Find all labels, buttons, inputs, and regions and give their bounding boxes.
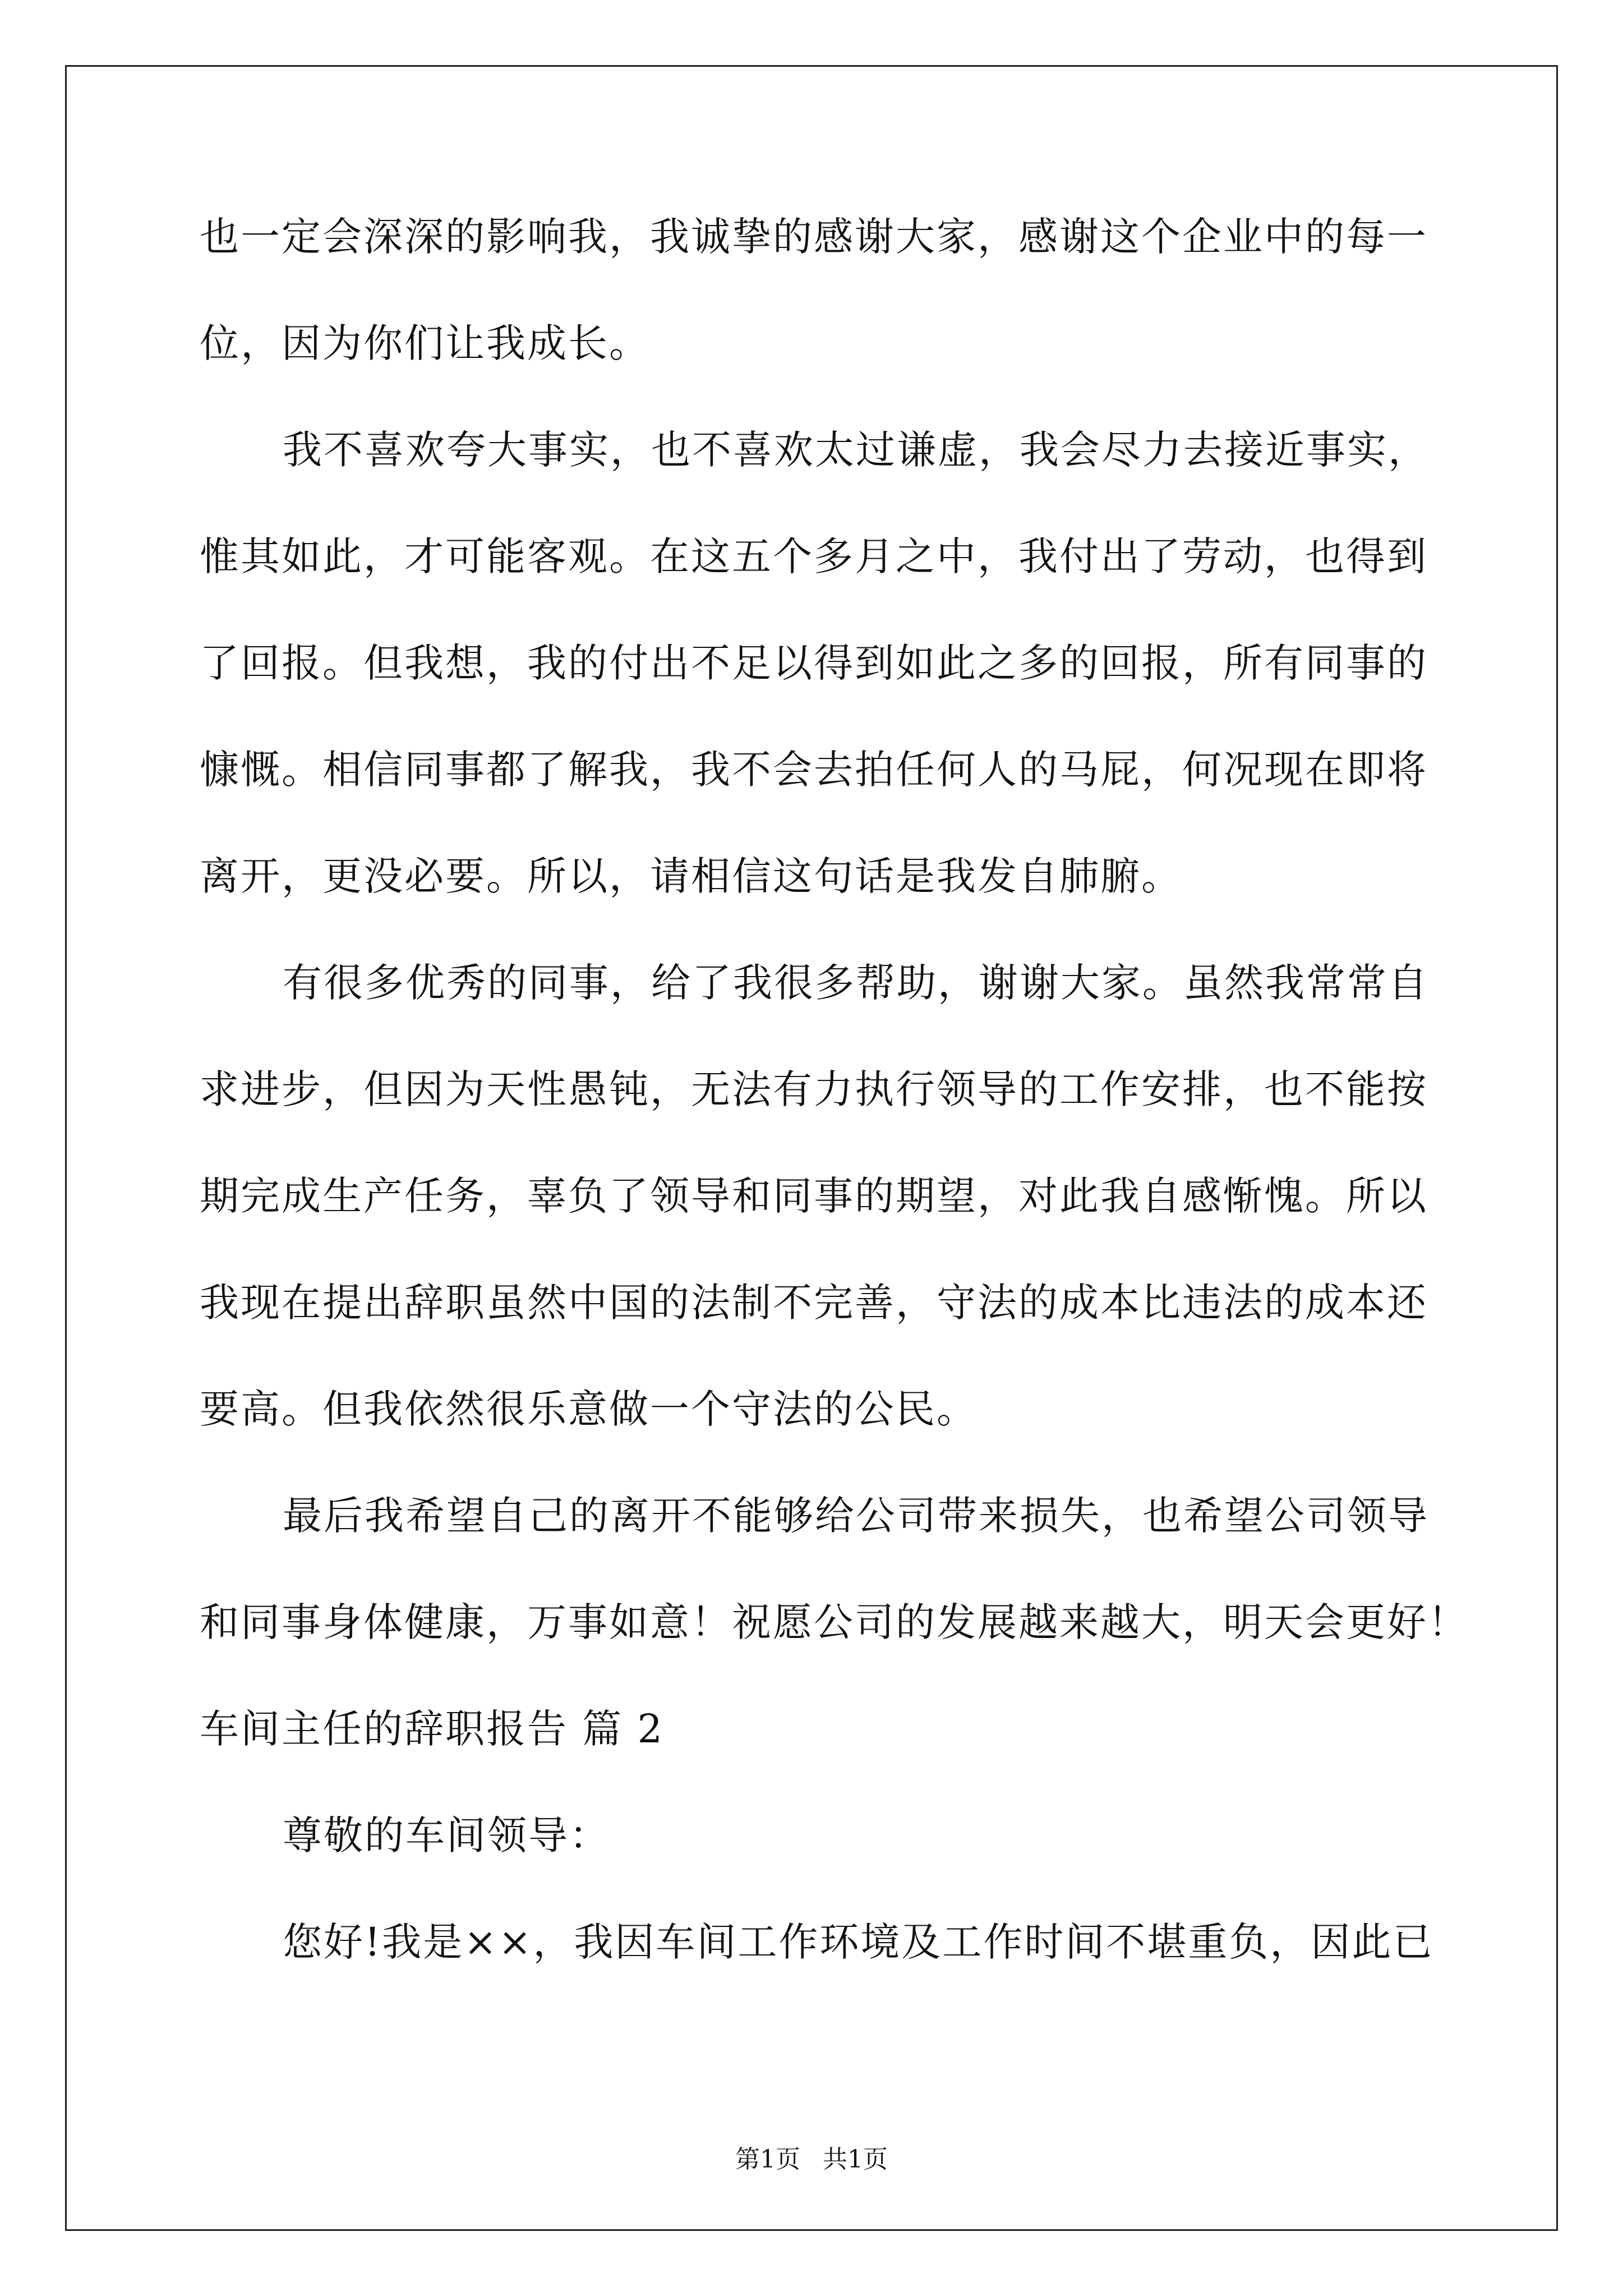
paragraph-start-line: 最后我希望自己的离开不能够给公司带来损失，也希望公司领导 (283, 1493, 1429, 1539)
paragraph-start-line: 我不喜欢夸大事实，也不喜欢太过谦虚，我会尽力去接近事实， (283, 427, 1429, 473)
text-line: 和同事身体健康，万事如意！祝愿公司的发展越来越大，明天会更好！ (200, 1599, 1469, 1645)
paragraph-start-line: 您好!我是××，我因车间工作环境及工作时间不堪重负，因此已 (283, 1919, 1434, 1965)
text-line: 慷慨。相信同事都了解我，我不会去拍任何人的马屁，何况现在即将 (200, 747, 1428, 793)
document-body (200, 209, 1469, 2021)
page-total: 共1页 (823, 2145, 888, 2174)
page-footer (0, 2143, 1623, 2177)
text-line: 也一定会深深的影响我，我诚挚的感谢大家，感谢这个企业中的每一 (200, 214, 1428, 260)
salutation: 尊敬的车间领导： (283, 1812, 610, 1858)
text-line: 了回报。但我想，我的付出不足以得到如此之多的回报，所有同事的 (200, 640, 1428, 686)
text-line: 离开，更没必要。所以，请相信这句话是我发自肺腑。 (200, 853, 1182, 899)
text-line: 我现在提出辞职虽然中国的法制不完善，守法的成本比违法的成本还 (200, 1280, 1428, 1326)
text-line: 期完成生产任务，辜负了领导和同事的期望，对此我自感惭愧。所以 (200, 1173, 1428, 1219)
text-line: 惟其如此，才可能客观。在这五个多月之中，我付出了劳动，也得到 (200, 533, 1428, 579)
section-heading: 车间主任的辞职报告 篇 2 (200, 1706, 665, 1752)
text-line: 位，因为你们让我成长。 (200, 320, 650, 366)
text-line: 求进步，但因为天性愚钝，无法有力执行领导的工作安排，也不能按 (200, 1066, 1428, 1112)
paragraph-start-line: 有很多优秀的同事，给了我很多帮助，谢谢大家。虽然我常常自 (283, 960, 1429, 1006)
text-line: 要高。但我依然很乐意做一个守法的公民。 (200, 1386, 978, 1432)
page-number: 第1页 (735, 2145, 800, 2174)
